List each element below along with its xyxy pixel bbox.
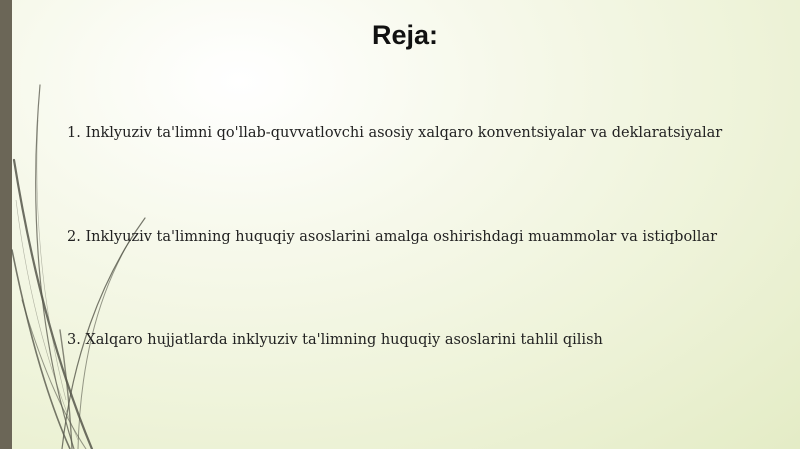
decor-line bbox=[12, 250, 70, 449]
plan-item-1: 1. Inklyuziv ta'limni qo'llab-quvvatlovchi asosiy xalqaro konventsiyalar va deklaratsiyalar bbox=[67, 125, 723, 141]
decor-line bbox=[37, 120, 66, 400]
left-accent-bar bbox=[0, 0, 12, 449]
slide-title: Reja: bbox=[371, 20, 439, 50]
plan-item-2: 2. Inklyuziv ta'limning huquqiy asoslarini amalga oshirishdagi muammolar va istiqbollar bbox=[67, 229, 718, 245]
decor-line bbox=[22, 300, 86, 449]
decor-line bbox=[14, 160, 92, 449]
plan-item-3: 3. Xalqaro hujjatlarda inklyuziv ta'limning huquqiy asoslarini tahlil qilish bbox=[67, 332, 603, 348]
